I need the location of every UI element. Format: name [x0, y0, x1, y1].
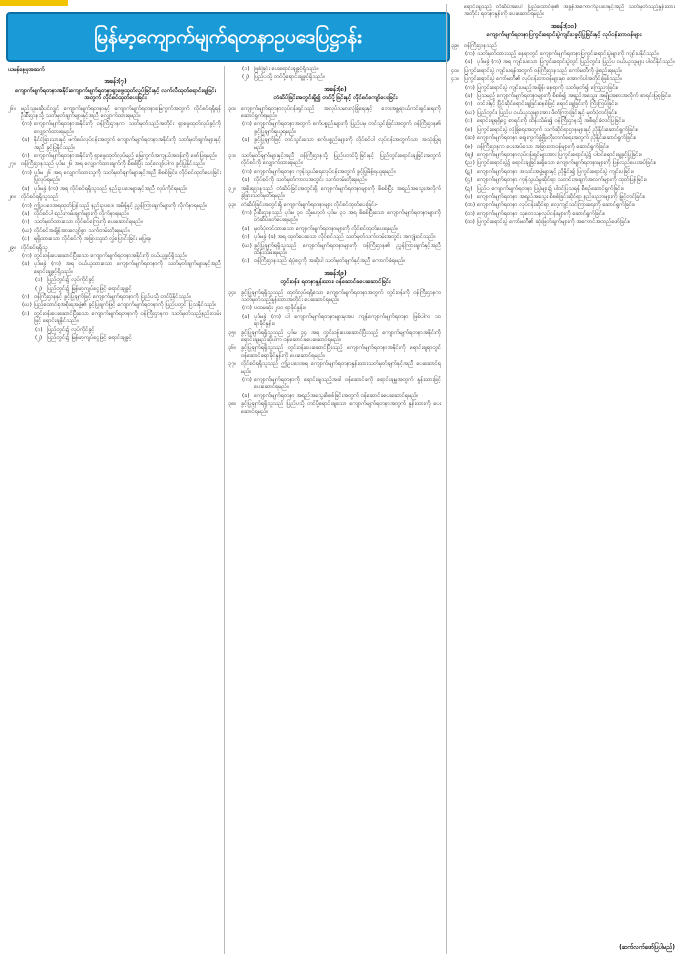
section-number: ၃၀။ [228, 105, 236, 112]
clause-text: ကျောက်မျက်ရတနာအနိုင်းကို ဝန်ကြီးဌာနက သတ်မှတ်သည့်အတိုင်း ရှာဖွေထုတ်လုပ်ခွင့်ကို လျှောက်ထားရမည်။ [34, 121, 221, 135]
clause-label: (ဎ) [465, 193, 473, 200]
clause-text: ရောင်းချရရှိငွေ စာရင်းကို ထိန်းသိမ်း၍ ဝန်ကြီးဌာနသို့ အစီရင်ခံတင်ပြခြင်း။ [477, 118, 625, 125]
clause [465, 110, 677, 117]
clause-label: (ခ) [242, 313, 250, 320]
section-text: ပြကွင်းရောင်းပွဲ ကော်မတီ၏ လုပ်ငန်းတာဝန်များမှာ အောက်ပါအတိုင်းဖြစ်သည်။ [464, 76, 622, 83]
clause-label: (ဂ) [242, 234, 250, 241]
clause-label: (ထ) [465, 219, 475, 226]
clause-text: ဦးစီးဌာနသည် ပုဒ်မ ၃၀ သို့မဟုတ် ပုဒ်မ ၃၁ အရ စိစစ်ပြီးသော ကျောက်မျက်ရတနာများကို တံဆိပ်ခတ်ပေးရမည်။ [254, 209, 441, 224]
clause-text: တွင်းဝန်းပေးဆောင်ပြီးသော ကျောက်မျက်ရတနာကို ဝန်ကြီးဌာနက သတ်မှတ်သည့်နည်းလမ်းဖြင့် ရောင်းချနိုင်သည်။ [34, 310, 221, 325]
section-number: ၃၉။ [451, 42, 459, 49]
clause-text: ပြည်တွင်း၌ မြန်မာ့ကျပ်ငွေဖြင့် ရောင်းချခွင့် [47, 285, 132, 292]
section-paragraph [228, 345, 443, 360]
clause [22, 211, 223, 218]
sub-clause [35, 335, 223, 342]
clause-text: ပုဒ်မခွဲ (က) အရ ဝယ်ယူထားသော ကျောက်မျက်ရတနာကို သတ်မှတ်ချက်များနှင့်အညီ ရောင်းချခွင့်ရှိသည်။ [34, 261, 221, 275]
section-number: ၃၈။ [228, 401, 237, 408]
section-paragraph [228, 330, 443, 345]
clause-label: (ခ) [22, 185, 30, 192]
column-3 [451, 4, 677, 954]
section-number: ၃၄။ [228, 289, 236, 296]
clause-label: (ည) [465, 160, 475, 167]
clause [242, 74, 443, 81]
clause [22, 153, 223, 160]
clause-text: ရရှိထားသော လိုင်စင်ကို အခြားသူထံ လွှဲပြောင်းခြင်း မပြုရ။ [34, 236, 152, 243]
clause-label: (၁) [35, 326, 43, 333]
clause-text: ပြည်ပသို့ တင်ပို့ရောင်းချခွင့်ရှိသည်။ [254, 74, 325, 81]
section-text: ကျောက်မျက်ရတနာလုပ်ငန်းရှင်သည် အလုပ်သမားလုံခြုံရေးနှင့် ဘေးအန္တရာယ်ကင်းရှင်းရေးကို ဆောင်ရွက်ရမည်။ [241, 105, 441, 120]
clause [242, 66, 443, 73]
clause-label: (ခ) [242, 177, 250, 184]
clause-text: ပြည်တွင်း၊ ပြည်ပ ဝယ်ယူသူများအား ဖိတ်ကြားခြင်းနှင့် မှတ်ပုံတင်ခြင်း။ [477, 109, 618, 116]
clause-label: (စျ) [465, 151, 474, 158]
section-paragraph [228, 202, 443, 209]
section-paragraph [8, 106, 223, 121]
section-number: ၃၁။ [228, 153, 236, 160]
section-paragraph [8, 194, 223, 201]
clause [465, 118, 677, 125]
clause [465, 211, 677, 218]
clause-label: (ဍ) [465, 185, 473, 192]
clause-label: (၁) [35, 277, 43, 284]
clause-label: (က) [242, 121, 252, 128]
chapter-heading: အခန်း(၈) [324, 85, 347, 93]
chapter-heading: အခန်း(၉) [324, 269, 347, 277]
section-number: ၃၅။ [228, 329, 236, 336]
clause-text: ပြည်ထောင်စုအစိုးရအဖွဲ့၏ ခွင့်ပြုချက်ဖြင့် ကျောက်မျက်ရတနာကို ပြည်ပတွင် ပြသနိုင်သည်။ [34, 302, 217, 309]
clause [465, 186, 677, 193]
clause [242, 314, 443, 329]
clause-text: ကျောက်မျက်ရတနာ လုပ်ငန်းဆိုင်ရာ လေ့ကျင့်သင်ကြားရေးကို ဆောင်ရွက်ခြင်း။ [477, 202, 635, 209]
clause [465, 127, 677, 134]
clause-label: (က) [465, 84, 475, 91]
clause [22, 228, 223, 235]
section-text: ခွင့်ပြုချက်ရရှိသူသည် ပုဒ်မ ၃၄ အရ တွင်းဝန်းပေးဆောင်ပြီးသည့် ကျောက်မျက်ရတနာအနိုင်းကို ရောင်းချမည်ဆိုပါက ဝန်ဆောင်ခပေးဆောင်ရမည်။ [241, 329, 441, 343]
clause [465, 160, 677, 167]
clause-label: (၁) [242, 66, 250, 72]
chapter-subtitle: ကျောက်မျက်ရတနာအနိုင်းကျောက်မျက်ရတနာရှာဖွေထုတ်လုပ်ခြင်းနှင့် လက်လီထုတ်ရောင်းချခြင်းအတွက် လိုင်စင်ထုတ်ပေးခြင်း [15, 87, 216, 102]
clause [242, 137, 443, 152]
clause-text: တင်ဒါနှင့် ပြိုင်ဆိုင်ရောင်းချခြင်းစနစ်ဖြင့် ရောင်းချခြင်းကို ကြီးကြပ်ခြင်း။ [477, 101, 618, 108]
clause [22, 170, 223, 185]
accent-strip [0, 0, 68, 6]
clause [22, 294, 223, 301]
clause-text: ကျောက်မျက်ရတနာ ကုန်သွယ်ရေးလုပ်ငန်းအတွက် ခွင့်ပြုမိန့်ရယူရမည်။ [254, 168, 396, 175]
clause-text: ပြည်ပ ကျောက်မျက်ရတနာ ပြပွဲများ၌ ပါဝင်ပြသရန် စီစဉ်ဆောင်ရွက်ခြင်း။ [477, 185, 624, 192]
section-paragraph [228, 186, 443, 201]
clause-label: (ခ) [22, 261, 30, 268]
section-paragraph [8, 161, 223, 168]
clause-label: (ခ) [242, 137, 250, 144]
clause-label: (က) [22, 169, 32, 176]
clause-label: (က) [242, 377, 252, 384]
continued-note: (ဆက်လက်ဖော်ပြပါမည်) [619, 944, 675, 951]
clause-label: (ဂ) [22, 153, 30, 160]
sub-clause [35, 286, 223, 293]
clause-label: (က) [242, 305, 252, 312]
clause-text: ဝန်ကြီးဌာနက ပေးအပ်သော အခြားတာဝန်များကို ဆောင်ရွက်ခြင်း။ [477, 143, 610, 150]
clause-text: ကျောက်မျက်ရတနာ ဈေးကွက်ဖွံ့ဖြိုးတိုးတက်ရေးအတွက် ညှိနှိုင်းဆောင်ရွက်ခြင်း။ [477, 135, 637, 142]
clause [242, 226, 443, 233]
clause-label: (ခ) [22, 137, 30, 144]
section-text: တံဆိပ်ခြင်းအတွင်းရှိ ကျောက်မျက်ရတနာများ လိုင်စင်ထုတ်ပေးခြင်း- [241, 201, 378, 208]
clause-text: ဝန်ကြီးဌာနသည် ရံပုံငွေကို အဆိုပါ သတ်မှတ်ချက်နှင့်အညီ ကောက်ခံရမည်။ [254, 258, 406, 265]
section-number: ၃၂။ [228, 185, 236, 192]
section-paragraph [451, 68, 677, 75]
clause-label: (က) [242, 168, 252, 175]
clause-text: ကျောက်မျက်ရတနာကို ရောင်းချသည့်အခါ ဝန်ဆောင်ခကို ရောင်းချမှုအတွက် နှုန်းထားဖြင့် ပေးဆောင်ရမည်။ [254, 377, 441, 391]
clause-text: ကျောက်မျက်ရတနာ အရည်အသွေးစိစစ်ခြင်းအတွက် ဝန်ဆောင်ခပေးဆောင်ရမည်။ [254, 392, 419, 399]
section-text: ဝန်ကြီးဌာနသည် ပုဒ်မ ၂၆ အရ လျှောက်ထားချက်ကို စိစစ်ပြီး သင့်လျော်ပါက ခွင့်ပြုနိုင်သည်။ [21, 161, 205, 168]
sub-clause [35, 277, 223, 284]
clause-text: ပုဒ်မခွဲ (က) အရ လိုင်စင်ရရှိသူသည် နည်းဥပဒေများနှင့်အညီ လုပ်ကိုင်ရမည်။ [34, 185, 188, 192]
clause [465, 93, 677, 100]
clause [465, 59, 677, 66]
clause-text: ကျောက်မျက်ရတနာ သုတေသနလုပ်ငန်းများကို ဆောင်ရွက်ခြင်း။ [477, 210, 606, 217]
section-text: ပြကွင်းရောင်းပွဲ ကျင်းပရန်အတွက် ဝန်ကြီးဌာနသည် ကော်မတီကို ဖွဲ့စည်းရမည်။ [464, 67, 623, 74]
clause-text: လိုင်စင်အချိန်အားလျော်စွာ သက်တမ်းတိုးရမည်။ [34, 227, 130, 234]
clause-label: (၂) [242, 74, 250, 81]
clause-text: ကျောက်မျက်ရတနာ အရည်အသွေး စိစစ်ခြင်းဆိုင်ရာ နည်းပညာများကို မြှင့်တင်ခြင်း။ [477, 193, 646, 200]
clause-text: ပြကွင်းရောင်းပွဲ ကျင်းပမည့်အချိန်၊ နေရာကို သတ်မှတ်၍ ကြေညာခြင်း။ [477, 84, 619, 91]
clause [465, 85, 677, 92]
clause [22, 302, 223, 309]
clause [465, 51, 677, 58]
clause-label: (က) [22, 121, 32, 128]
section-number: ၄၁။ [451, 76, 459, 83]
clause-text: တွင်းဝန်းပေးဆောင်ပြီးသော ကျောက်မျက်ရတနာအနိုင်းကို ဝယ်ယူခွင့်ရှိသည်။ [34, 252, 187, 259]
sub-clause [35, 327, 223, 334]
section-text: ခွင့်ပြုချက်ရရှိသူသည် တွင်းဝန်းပေးဆောင်ပြီးသည့် ကျောက်မျက်ရတနာအနိုင်းကို ရောင်းချရာတွင် ဝန်ဆောင်ခရာခိုင်နှုန်းကို ပေးဆောင်ရမည်။ [241, 345, 441, 359]
section-paragraph [228, 153, 443, 168]
clause-label: (ဂ) [22, 219, 30, 226]
clause-text: ဝန်ကြီးဌာနနှင့် ခွင့်ပြုချက်ဖြင့် ကျောက်မျက်ရတနာကို ပြည်ပသို့ တင်ပို့နိုင်သည်။ [34, 293, 191, 300]
column-2 [228, 66, 443, 954]
section-text: ခွင့်ပြုချက်ရရှိသူသည် ထုတ်လုပ်ရရှိသော ကျောက်မျက်ရတနာအတွက် တွင်းဝန်းကို ဝန်ကြီးဌာနက သတ်မှတ်သည့်နှုန်းထားအတိုင်း ပေးဆောင်ရမည်။ [241, 289, 441, 303]
clause-label: (င) [465, 118, 473, 125]
clause [465, 219, 677, 226]
clause [22, 186, 223, 193]
clause [22, 236, 223, 243]
section-text: လိုင်စင်ရရှိသူ [21, 244, 48, 251]
clause-label: (က) [22, 252, 32, 259]
section-text: ခွင့်ပြုချက်ရရှိသူသည် ပြည်ပသို့ တင်ပို့ရောင်းချသော ကျောက်မျက်ရတနာအတွက် နှုန်းထားကို ပေးဆောင်ရမည်။ [241, 401, 441, 415]
clause-label: (ဃ) [465, 109, 475, 116]
page-title: မြန်မာ့ကျောက်မျက်ရတနာဥပဒေပြဋ္ဌာန်း [6, 12, 450, 62]
section-number: ၂၈။ [8, 194, 16, 201]
clause-label: (ဂ) [465, 101, 473, 108]
section-paragraph [228, 290, 443, 305]
clause-label: (၂) [35, 335, 43, 341]
section-text: အစိုးရဌာနသည် တံဆိပ်ခြင်းအတွင်းရှိ ကျောက်မျက်ရတနာများကို စိစစ်ပြီး အရည်အသွေးအလိုက် ခွဲခြားသတ်မှတ်ရမည်။ [241, 185, 441, 200]
section-number: ၃၆။ [228, 345, 236, 352]
clause-text: မှတ်ပုံတင်ထားသော ကျောက်မျက်ရတနာများကို လိုင်စင်ထုတ်ပေးရမည်။ [254, 225, 399, 232]
section-text: သတ်မှတ်ချက်များနှင့်အညီ ဝန်ကြီးဌာနသို့ ပြည်ပတင်ပို့ခြင်းနှင့် ပြည်တွင်းရောင်းချခြင်းအတွက် လိုင်စင်ကို လျှောက်ထားရမည်။ [241, 153, 441, 167]
clause-text: လိုင်စင်ကို သတ်မှတ်ကာလအတွင်း သက်တမ်းတိုးရမည်။ [254, 177, 367, 184]
chapter-subtitle: တွင်းဝန်း၊ ရတနာနှုန်းထား၊ ဝန်ဆောင်ခပေးဆောင်ခြင်း [280, 279, 391, 286]
clause-label: (ဃ) [242, 242, 252, 249]
clause-text: ပြသမည့် ကျောက်မျက်ရတနာများကို စိစစ်၍ အရည်အသွေး၊ အမျိုးအစားအလိုက် စာရင်းပြုစုခြင်း။ [477, 93, 671, 100]
clause [465, 194, 677, 201]
clause-label: (ခ) [22, 210, 30, 217]
clause [22, 137, 223, 152]
clause [22, 311, 223, 326]
clause-label: (ဋ) [465, 168, 473, 175]
clause-label: (က) [465, 51, 475, 58]
clause-text: ပြည်တွင်း၌ မြန်မာ့ကျပ်ငွေဖြင့် ရောင်းချခွင့် [47, 335, 132, 341]
clause-label: (ခ) [465, 93, 473, 100]
clause-text: ပုဒ်မ ၂၆ အရ လျှောက်ထားသူကို သတ်မှတ်ချက်များနှင့်အညီ စိစစ်ခြင်း၊ လိုင်စင်ထုတ်ပေးခြင်း ပြုလုပ်ရမည်။ [34, 169, 221, 184]
clause-label: (ခ) [242, 225, 250, 232]
clause [242, 177, 443, 184]
clause-text: ဖြစ်ခြင်း ပေးရောင်းချခွင့်ရှိသည်။ [254, 66, 319, 72]
section-paragraph [228, 361, 443, 376]
section-text: မည်သူမဆိုပင်လျှင် ကျောက်မျက်ရတနာနှင့် ကျောက်မျက်ရတနာမြေကွက်အတွက် လိုင်စင်ရရှိရန် ဦးစီးဌာနသို့ သတ်မှတ်ချက်များနှင့်အညီ လျှောက်ထားရမည်။ [21, 105, 221, 120]
clause-text: ပြည်တွင်း၌ လုပ်ကိုင်ခွင့် [47, 326, 95, 333]
clause-text: ပြကွင်းရောင်းပွဲ၌ ရောင်းချခြင်းမရှိသော ကျောက်မျက်ရတနာများကို ပြန်လည်ပေးအပ်ခြင်း။ [477, 160, 657, 167]
clause-text: နိုင်ငံခြားသားနှင့် ဖက်စပ်လုပ်ငန်းအတွက် ကျောက်မျက်ရတနာအနိုင်းကို သတ်မှတ်ချက်များနှင့်အညီ ခွင့်ပြုနိုင်သည်။ [34, 137, 221, 151]
clause [465, 152, 677, 159]
continued-label: ယမန်နေ့မှအဆက် [8, 67, 45, 73]
column-1 [8, 66, 223, 954]
clause [465, 144, 677, 151]
chapter-heading: အခန်း(၁၀) [551, 22, 577, 30]
chapter-subtitle: ကျောက်မျက်ရတနာပြကွင်းရောင်းပွဲကျင်းပခွင့်ပြုခြင်းနှင့် လုပ်ငန်းတာဝန်များ [486, 32, 642, 39]
clause-label: (တ) [465, 210, 475, 217]
clause-text: ခွင့်ပြုချက်ဖြင့် တင်သွင်းသော စက်ပစ္စည်းများကို လိုင်စင်ပါ လုပ်ငန်းအတွက်သာ အသုံးပြုရမည်။ [254, 137, 441, 151]
clause-label: (ဏ) [465, 202, 476, 209]
clause [22, 253, 223, 260]
clause-text: ကျောက်မျက်ရတနာလုပ်ငန်းရှင်များအား ပြကွင်းရောင်းပွဲ၌ ပါဝင်ရောင်းချခွင့်ပြုခြင်း။ [477, 151, 642, 158]
section-text: လိုင်စင်ရရှိသူသည် [21, 194, 59, 201]
section-text: ဝန်ကြီးဌာနသည် [464, 42, 497, 49]
clause-text: လိုင်စင်ပါ စည်းကမ်းချက်များကို လိုက်နာရမည်။ [34, 210, 129, 217]
clause [22, 261, 223, 276]
clause-text: ကျောက်မျက်ရတနာအနိုင်းကို ရှာဖွေထုတ်လုပ်မည့် မြေကွက်အကျယ်အဝန်းကို ဖော်ပြရမည်။ [34, 153, 217, 160]
clause [22, 219, 223, 226]
clause [242, 169, 443, 176]
clause-text: ပထမဆုံး ၂၀၀ ရာခိုင်နှုန်း။ [254, 305, 306, 312]
clause [465, 169, 677, 176]
clause-text: သတ်မှတ်ထားသည့် နေရာတွင် ကျောက်မျက်ရတနာပြကွင်းရောင်းပွဲများကို ကျင်းပနိုင်သည်။ [477, 51, 659, 58]
clause-text: ပြည်တွင်း၌ လုပ်ကိုင်ခွင့် [47, 277, 95, 284]
section-paragraph [451, 4, 677, 19]
clause-label: (ခ) [242, 392, 250, 399]
clause [242, 305, 443, 312]
clause [242, 210, 443, 225]
clause [465, 135, 677, 142]
clause-text: သတ်မှတ်ထားသော လိုင်စင်ကြေးကို ပေးဆောင်ရမည်။ [34, 219, 143, 226]
clause-label: (ခ) [465, 59, 473, 66]
clause-text: ကျောက်မျက်ရတနာ ကုန်သွယ်မှုဆိုင်ရာ သတင်းအချက်အလက်များကို ထုတ်ပြန်ခြင်း။ [477, 177, 647, 184]
clause-label: (ဆ) [465, 135, 475, 142]
clause-label: (ဃ) [22, 302, 32, 309]
clause [242, 393, 443, 400]
clause [465, 202, 677, 209]
section-paragraph [8, 245, 223, 252]
chapter-heading: အခန်း(၇) [104, 78, 127, 86]
clause-label: (ဌ) [465, 177, 473, 184]
clause-text: ပြကွင်းရောင်းပွဲ လုံခြုံရေးအတွက် သက်ဆိုင်ရာဌာနများနှင့် ညှိနှိုင်းဆောင်ရွက်ခြင်း။ [477, 126, 639, 133]
clause-label: (င) [242, 258, 250, 265]
section-number: ၃၃။ [228, 201, 236, 208]
clause-label: (ဃ) [22, 227, 32, 234]
clause-label: (က) [22, 202, 32, 209]
section-number: ၄၀။ [451, 67, 459, 74]
clause [242, 258, 443, 265]
section-number: ၂၉။ [8, 244, 16, 251]
clause-label: (ဇ) [465, 143, 473, 150]
clause-text: ခွင့်ပြုချက်ရရှိသူသည် ကျောက်မျက်ရတနာများကို ဝန်ကြီးဌာန၏ ညွှန်ကြားချက်နှင့်အညီ ထိန်းသိမ်းရမည်။ [254, 242, 441, 256]
section-text: လိုင်စင်ရရှိသူသည် ဤဥပဒေအရ ကျောက်မျက်ရတနာနှုန်းထားသတ်မှတ်ချက်နှင့်အညီ ပေးဆောင်ရမည်။ [241, 361, 441, 375]
section-paragraph [228, 106, 443, 121]
clause-text: ကျောက်မျက်ရတနာအတွက် စက်ပစ္စည်းများကို ပြည်ပမှ တင်သွင်းခြင်းအတွက် ဝန်ကြီးဌာန၏ ခွင့်ပြုချက်ရယူရမည်။ [254, 121, 441, 135]
clause-label: (ဂ) [22, 293, 30, 300]
chapter-subtitle: တံဆိပ်ခြင်းအတွင်းရှိ၍ တင်ပို့ခြင်းနှင့် လိုင်စင်ကျော်ပေးခြင်း [273, 95, 398, 102]
clause-label: (င) [22, 236, 30, 243]
clause [465, 177, 677, 184]
section-paragraph [228, 401, 443, 416]
section-number: ၂၆။ [8, 105, 16, 112]
clause-text: ဤဥပဒေအရထုတ်ပြန်သည့် နည်းဥပဒေ၊ အမိန့်နှင့် ညွှန်ကြားချက်များကို လိုက်နာရမည်။ [34, 202, 208, 209]
clause [242, 377, 443, 392]
clause [465, 101, 677, 108]
clause [242, 121, 443, 136]
section-number: ၃၇။ [228, 361, 236, 368]
column-divider [224, 66, 225, 954]
clause [22, 121, 223, 136]
section-paragraph [451, 43, 677, 50]
section-text: ရောင်းချသည့် တံဆိပ်အပေါ် ပြည်ထောင်စု၏ အခွန်အကောက်ဥပဒေနှင့်အညီ သတ်မှတ်သည့်နှုန်းထားအတိုင်း ရတနာနှုန်းကို ပေးဆောင်ရမည်။ [464, 4, 675, 18]
clause-text: ပုဒ်မခွဲ (က) အရ ကျင်းပသော ပြကွင်းရောင်းပွဲတွင် ပြည်တွင်း၊ ပြည်ပ ဝယ်ယူသူများ ပါဝင်နိုင်သည်။ [477, 59, 675, 66]
clause-text: ပုဒ်မခွဲ (က) ပါ ကျောက်မျက်ရတနာများမှအပ ကျန်ကျောက်မျက်ရတနာ ဖြစ်ပါက ၁၀ ရာခိုင်နှုန်း။ [254, 313, 441, 328]
clause-label: (စ) [465, 126, 473, 133]
clause-text: ကျောက်မျက်ရတနာ အသင်းအဖွဲ့များနှင့် ညှိနှိုင်း၍ ပြကွင်းရောင်းပွဲ ကျင်းပခြင်း။ [477, 168, 634, 175]
clause-label: (င) [22, 310, 30, 317]
column-divider [446, 4, 447, 954]
clause-text: ပုဒ်မခွဲ (ခ) အရ ထုတ်ပေးသော လိုင်စင်သည် သတ်မှတ်သက်တမ်းအတွင်း အကျုံးဝင်သည်။ [254, 234, 436, 241]
section-number: ၂၇။ [8, 161, 16, 168]
clause [242, 234, 443, 241]
clause-text: ပြကွင်းရောင်းပွဲ ကော်မတီ၏ ဆုံးဖြတ်ချက်များကို အကောင်အထည်ဖော်ခြင်း။ [477, 219, 631, 226]
clause [22, 203, 223, 210]
clause-label: (၂) [35, 285, 43, 292]
clause-label: (က) [242, 209, 252, 216]
section-paragraph [451, 76, 677, 83]
clause [242, 243, 443, 258]
